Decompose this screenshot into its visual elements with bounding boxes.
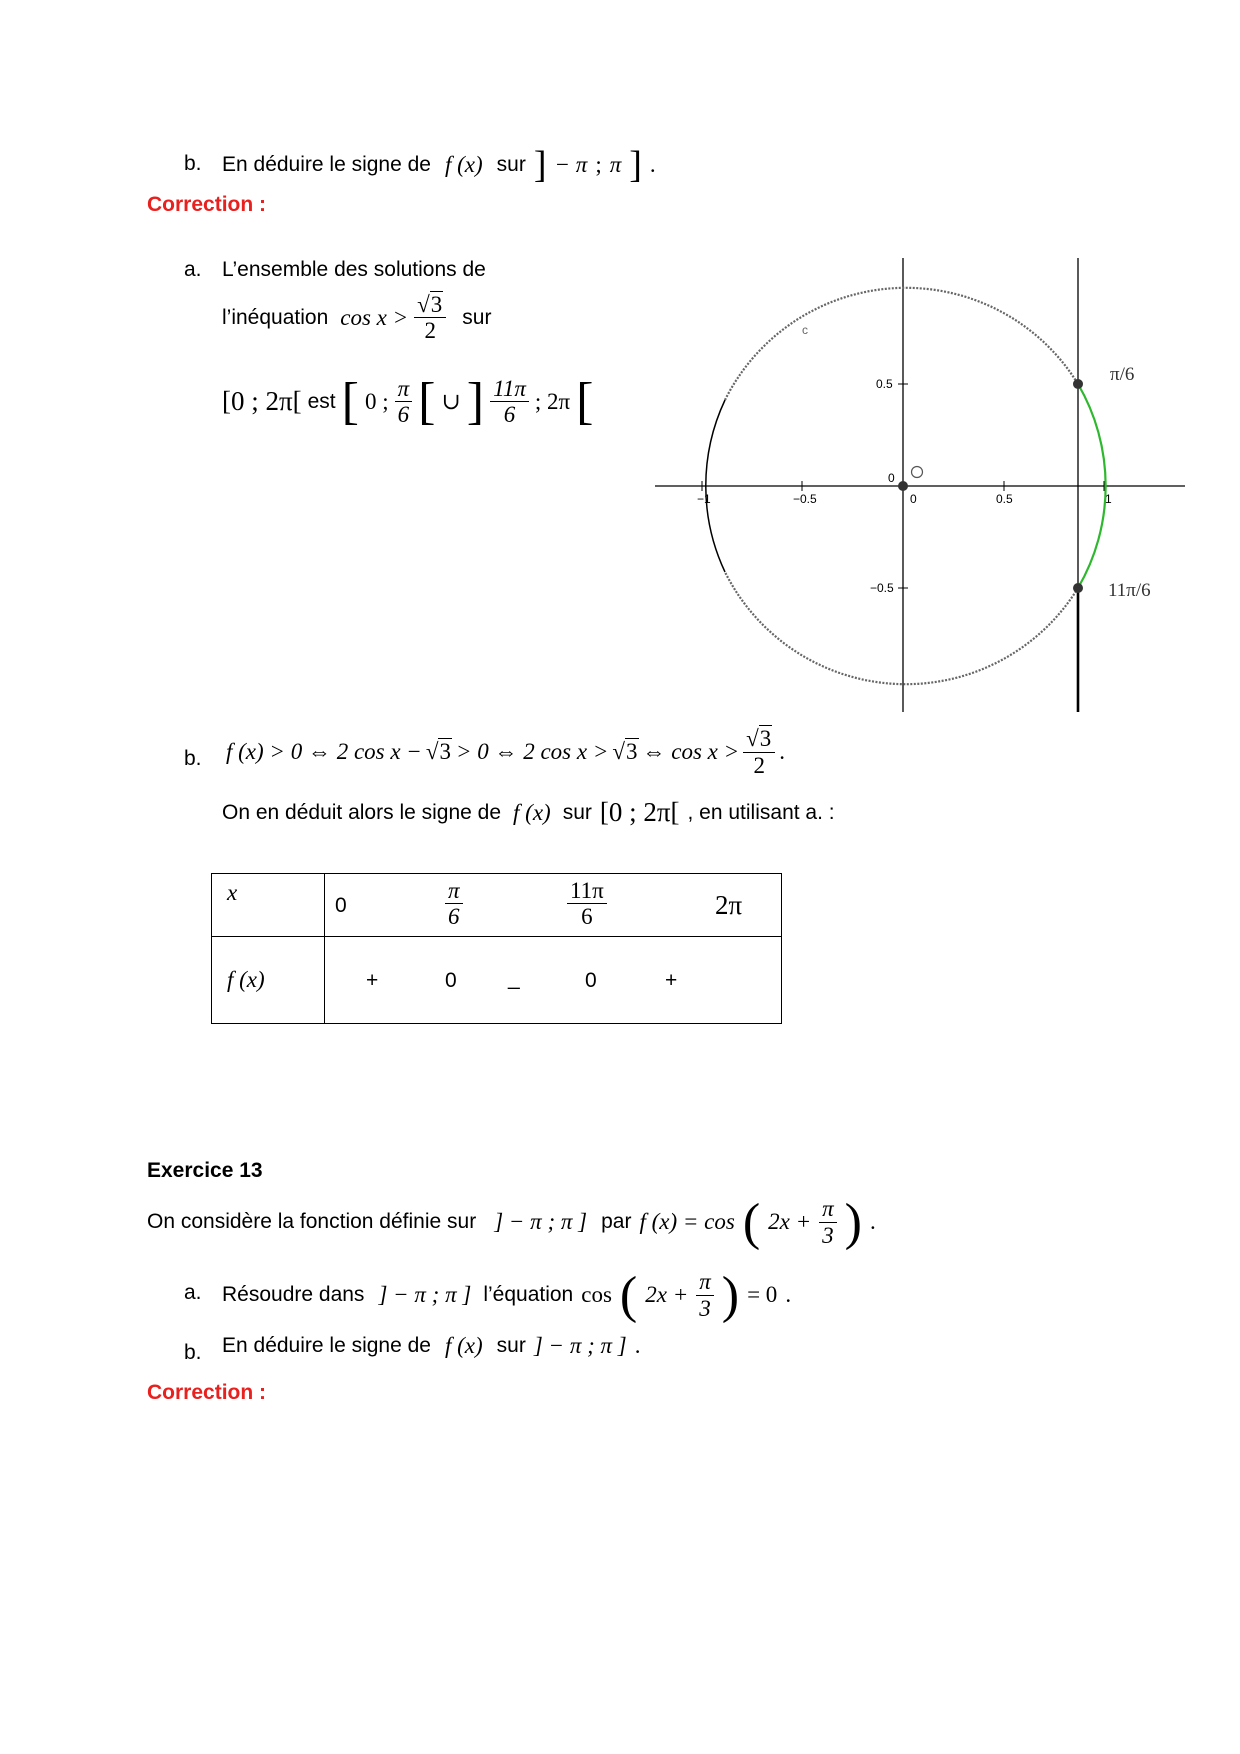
bracket-open-2: ] [466, 373, 485, 430]
bracket-close-2: [ [576, 373, 594, 430]
sqrt-radicand: 3 [759, 726, 772, 752]
inequation-text: l’inéquation [222, 305, 329, 329]
sur-text: sur [496, 153, 526, 176]
fraction-pi-over-3 [819, 1196, 837, 1248]
item-b-label: b. [184, 747, 202, 770]
resolve-text: Résoudre dans [222, 1283, 365, 1306]
point-pi-over-6 [1073, 379, 1083, 389]
period: . [869, 1209, 876, 1234]
numerator: 11π [567, 878, 607, 904]
denominator: 2 [753, 752, 765, 778]
intro-text: On considère la fonction définie sur [147, 1210, 477, 1233]
interval: ] − π ; π ] [533, 1333, 627, 1358]
x-tick-label: 0.5 [996, 492, 1013, 506]
x-label: x [227, 880, 238, 905]
numerator: π [445, 878, 463, 904]
function-label: f (x) [445, 152, 483, 177]
exercise-b-label: b. [184, 1341, 202, 1364]
solution-line-3 [222, 372, 594, 431]
y-tick-label: 0.5 [876, 377, 893, 391]
cos-text: cos [581, 1282, 612, 1307]
equation-text: l’équation [483, 1283, 574, 1306]
table-row [212, 874, 782, 937]
interval: ] − π ; π ] [378, 1282, 472, 1307]
equivalence-part-3: ⇔ cos x > [642, 739, 740, 764]
trig-circle-figure [650, 250, 1190, 720]
denominator: 6 [448, 904, 460, 930]
x-value-11pi-over-6 [567, 878, 607, 930]
table-row [212, 937, 782, 1024]
x-value-0: 0 [335, 894, 347, 917]
inner-expression: 2x + [645, 1282, 689, 1307]
period: . [779, 739, 786, 764]
exercise-a-label: a. [184, 1281, 202, 1304]
period: . [634, 1333, 641, 1358]
y-tick-label: 0 [888, 471, 895, 485]
sqrt-radicand: 3 [439, 739, 451, 764]
union-symbol: ∪ [441, 388, 461, 414]
x-values-cell [325, 874, 782, 937]
sqrt-radicand: 3 [430, 292, 443, 317]
origin-point [898, 481, 908, 491]
x-value-pi-over-6 [445, 878, 463, 930]
est-text: est [307, 389, 336, 413]
x-value-2pi: 2π [715, 890, 743, 920]
x-tick-label: −0.5 [793, 492, 817, 506]
bracket-open: ] [533, 144, 547, 186]
denominator: 3 [699, 1295, 711, 1321]
inner-expression: 2x + [768, 1209, 812, 1234]
interval-sep: ; [595, 152, 602, 177]
table-header-x [212, 874, 325, 937]
equivalence-part-2: > 0 ⇔ 2 cos x > [455, 739, 609, 764]
sqrt3-2: √3 [612, 739, 638, 764]
fraction-sqrt3-over-2: $\frac{√3}{2}$ [743, 726, 775, 778]
exercise-b-line [222, 1333, 641, 1359]
solution-line-1: L’ensemble des solutions de [222, 258, 486, 281]
solution-start: 0 ; [364, 388, 389, 414]
exercise-title: Exercice 13 [147, 1159, 263, 1182]
circle-arc-top [725, 288, 1078, 400]
interval-lower: − π [554, 152, 588, 177]
item-label: b. [184, 152, 202, 175]
solution-line-2 [222, 292, 491, 344]
interval-domain: [0 ; 2π[ [599, 797, 680, 827]
denominator: 6 [581, 904, 593, 930]
function-label: f (x) [513, 799, 551, 825]
fraction-pi-over-3 [696, 1269, 714, 1321]
sur-text: sur [562, 800, 592, 824]
x-tick-label: 1 [1105, 492, 1112, 506]
point-11pi-over-6 [1073, 583, 1083, 593]
paren-close: ) [844, 1193, 862, 1251]
equivalence-part-1: f (x) > 0 ⇔ 2 cos x − [226, 739, 422, 764]
equivalence-chain [226, 722, 785, 782]
paren-open: ( [619, 1266, 638, 1324]
numerator: π [395, 376, 413, 402]
correction-heading: Correction : [147, 193, 267, 216]
par-text: par [601, 1210, 632, 1233]
x-tick-label: −1 [697, 492, 711, 506]
sign-zero: 0 [445, 969, 457, 992]
sur-text: sur [496, 1334, 526, 1357]
instruction-text: En déduire le signe de [222, 1334, 431, 1357]
origin-marker [912, 467, 923, 478]
numerator: π [696, 1269, 714, 1295]
bracket-close: ] [629, 144, 642, 186]
exercise-a-line [222, 1266, 791, 1324]
fraction-11pi-over-6 [490, 376, 529, 428]
function-label: f (x) [445, 1333, 483, 1358]
item-a-label: a. [184, 258, 202, 281]
x-tick-label: 0 [910, 492, 917, 506]
label-pi-over-6: π/6 [1110, 364, 1135, 385]
denominator: 6 [397, 402, 410, 427]
table-header-f [212, 937, 325, 1024]
sqrt-radicand: 3 [626, 739, 638, 764]
sur-text: sur [462, 305, 492, 329]
item-b-top [184, 152, 202, 176]
equals-zero: = 0 [747, 1282, 778, 1307]
fraction-pi-over-6 [395, 376, 413, 428]
solution-end: ; 2π [534, 388, 571, 414]
interval-domain: [0 ; 2π[ [222, 386, 302, 416]
paren-close: ) [721, 1266, 740, 1324]
denominator: 2 [424, 318, 436, 344]
denominator: 3 [822, 1222, 834, 1248]
denominator: 6 [503, 402, 516, 427]
sign-values-cell [325, 937, 782, 1024]
function-definition: f (x) = cos [639, 1209, 735, 1234]
bracket-open: [ [341, 373, 359, 430]
exercise-intro [147, 1193, 876, 1251]
fraction-sqrt3-over-2: $\frac{√3}{2}$ [414, 292, 446, 344]
sign-minus: _ [508, 967, 520, 990]
deduce-line [222, 797, 835, 828]
sign-zero: 0 [585, 969, 597, 992]
label-11pi-over-6: 11π/6 [1108, 580, 1151, 601]
numerator: 11π [490, 376, 529, 402]
paren-open: ( [742, 1193, 761, 1251]
deduce-text: On en déduit alors le signe de [222, 800, 502, 824]
y-tick-label: −0.5 [870, 581, 894, 595]
instruction-text: En déduire le signe de [222, 153, 431, 176]
sqrt3-1: √3 [425, 739, 451, 764]
numerator: π [819, 1196, 837, 1222]
bracket-close: [ [418, 373, 436, 430]
label-c: c [802, 323, 808, 337]
circle-arc-bottom [725, 572, 1078, 684]
period: . [785, 1282, 792, 1307]
item-b-top-text [222, 143, 656, 187]
sign-plus: + [665, 969, 678, 992]
sign-plus: + [366, 969, 379, 992]
f-label: f (x) [227, 967, 265, 992]
cos-expression: cos x > [340, 304, 409, 330]
interval: ] − π ; π ] [494, 1209, 588, 1234]
period: . [649, 152, 656, 177]
sign-table [211, 873, 782, 1024]
deduce-end: , en utilisant a. : [687, 800, 835, 824]
interval-upper: π [609, 152, 622, 177]
correction-heading-2: Correction : [147, 1381, 267, 1404]
